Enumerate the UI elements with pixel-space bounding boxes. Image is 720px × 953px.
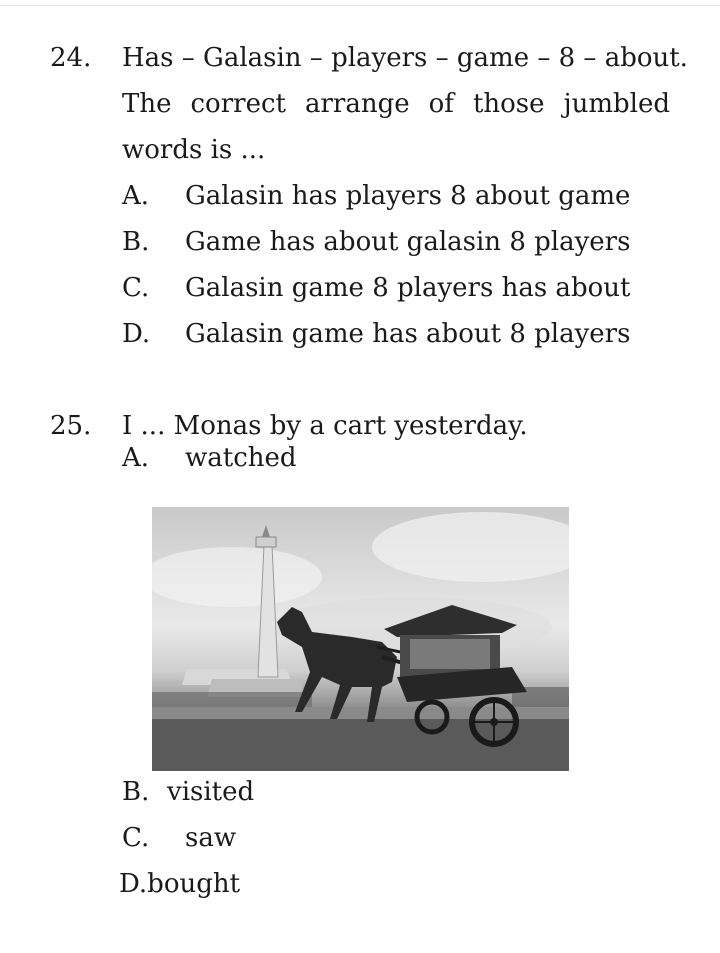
q24-option-a-letter: A. — [122, 181, 150, 211]
q25-option-c-letter: C. — [122, 823, 150, 853]
question-24-text-line1: Has – Galasin – players – game – 8 – about. — [122, 43, 688, 73]
monas-horse-cart-photo — [152, 507, 569, 771]
question-24-number: 24. — [50, 43, 92, 73]
q24-option-d-text: Galasin game has about 8 players — [185, 319, 631, 349]
q24-option-a-text: Galasin has players 8 about game — [185, 181, 631, 211]
q25-option-b-letter: B. — [122, 777, 150, 807]
question-24-text-line2: The correct arrange of those jumbled — [122, 89, 670, 119]
q25-option-a-text: watched — [185, 443, 297, 473]
q24-option-c-text: Galasin game 8 players has about — [185, 273, 631, 303]
q25-option-c-text: saw — [185, 823, 237, 853]
q24-option-b-letter: B. — [122, 227, 150, 257]
top-divider — [0, 5, 720, 6]
q25-option-b-text: visited — [167, 777, 255, 807]
q25-option-d: D.bought — [119, 869, 241, 899]
q24-option-c-letter: C. — [122, 273, 150, 303]
question-25-text: I ... Monas by a cart yesterday. — [122, 411, 528, 441]
question-25-number: 25. — [50, 411, 92, 441]
q24-option-d-letter: D. — [122, 319, 151, 349]
q25-option-a-letter: A. — [122, 443, 150, 473]
question-24-text-line3: words is ... — [122, 135, 266, 165]
q24-option-b-text: Game has about galasin 8 players — [185, 227, 631, 257]
